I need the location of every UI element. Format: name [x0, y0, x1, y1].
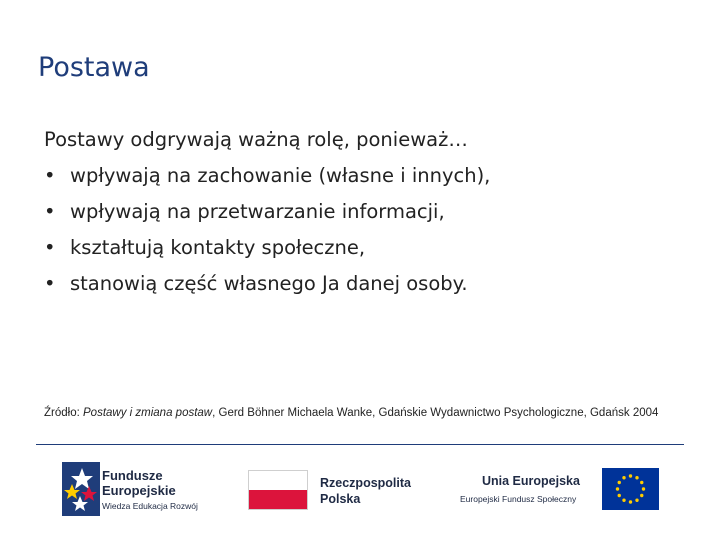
bullet-item	[44, 266, 684, 302]
eu-star	[635, 476, 638, 479]
eu-star	[629, 474, 632, 477]
eu-star	[618, 481, 621, 484]
logo-fundusze-europejskie	[62, 462, 222, 518]
eu-star	[640, 494, 643, 497]
bullet-item	[44, 158, 684, 194]
source-title: Postawy i zmiana postaw	[83, 407, 213, 419]
eu-star	[622, 476, 625, 479]
ue-line1: Unia Europejska	[482, 474, 580, 488]
polish-flag-icon	[248, 470, 308, 510]
pl-line1: Rzeczpospolita	[320, 476, 411, 490]
stars-emblem-icon	[62, 462, 100, 516]
slide-body	[44, 122, 684, 302]
bullet-item	[44, 194, 684, 230]
bullet-text: wpływają na przetwarzanie informacji,	[70, 200, 445, 223]
ue-line2: Europejski Fundusz Społeczny	[460, 494, 577, 504]
bullet-dot-icon: •	[44, 200, 56, 223]
eu-star	[618, 494, 621, 497]
eu-star	[635, 499, 638, 502]
eu-star	[629, 500, 632, 503]
fe-line2: Europejskie	[102, 483, 176, 498]
bullet-text: kształtują kontakty społeczne,	[70, 236, 366, 259]
fe-line1: Fundusze	[102, 468, 163, 483]
source-rest: , Gerd Böhner Michaela Wanke, Gdańskie Wydawnictwo Psychologiczne, Gdańsk 2004	[212, 407, 659, 419]
bullet-item	[44, 230, 684, 266]
source-citation	[44, 405, 664, 422]
footer-divider	[36, 444, 684, 445]
eu-star	[616, 487, 619, 490]
bullet-text: wpływają na zachowanie (własne i innych),	[70, 164, 491, 187]
bullet-list	[44, 158, 684, 302]
bullet-dot-icon: •	[44, 164, 56, 187]
pl-line2: Polska	[320, 492, 361, 506]
bullet-dot-icon: •	[44, 272, 56, 295]
slide-title: Postawa	[38, 52, 150, 83]
fe-line3: Wiedza Edukacja Rozwój	[102, 501, 198, 511]
logo-unia-europejska	[458, 468, 663, 514]
logo-rzeczpospolita-polska	[248, 468, 438, 514]
bullet-text: stanowią część własnego Ja danej osoby.	[70, 272, 468, 295]
eu-star	[640, 481, 643, 484]
eu-flag-icon	[602, 468, 659, 510]
bullet-dot-icon: •	[44, 236, 56, 259]
eu-star	[642, 487, 645, 490]
intro-text: Postawy odgrywają ważną rolę, ponieważ…	[44, 128, 468, 151]
source-prefix: Źródło:	[44, 407, 83, 419]
eu-star	[622, 499, 625, 502]
